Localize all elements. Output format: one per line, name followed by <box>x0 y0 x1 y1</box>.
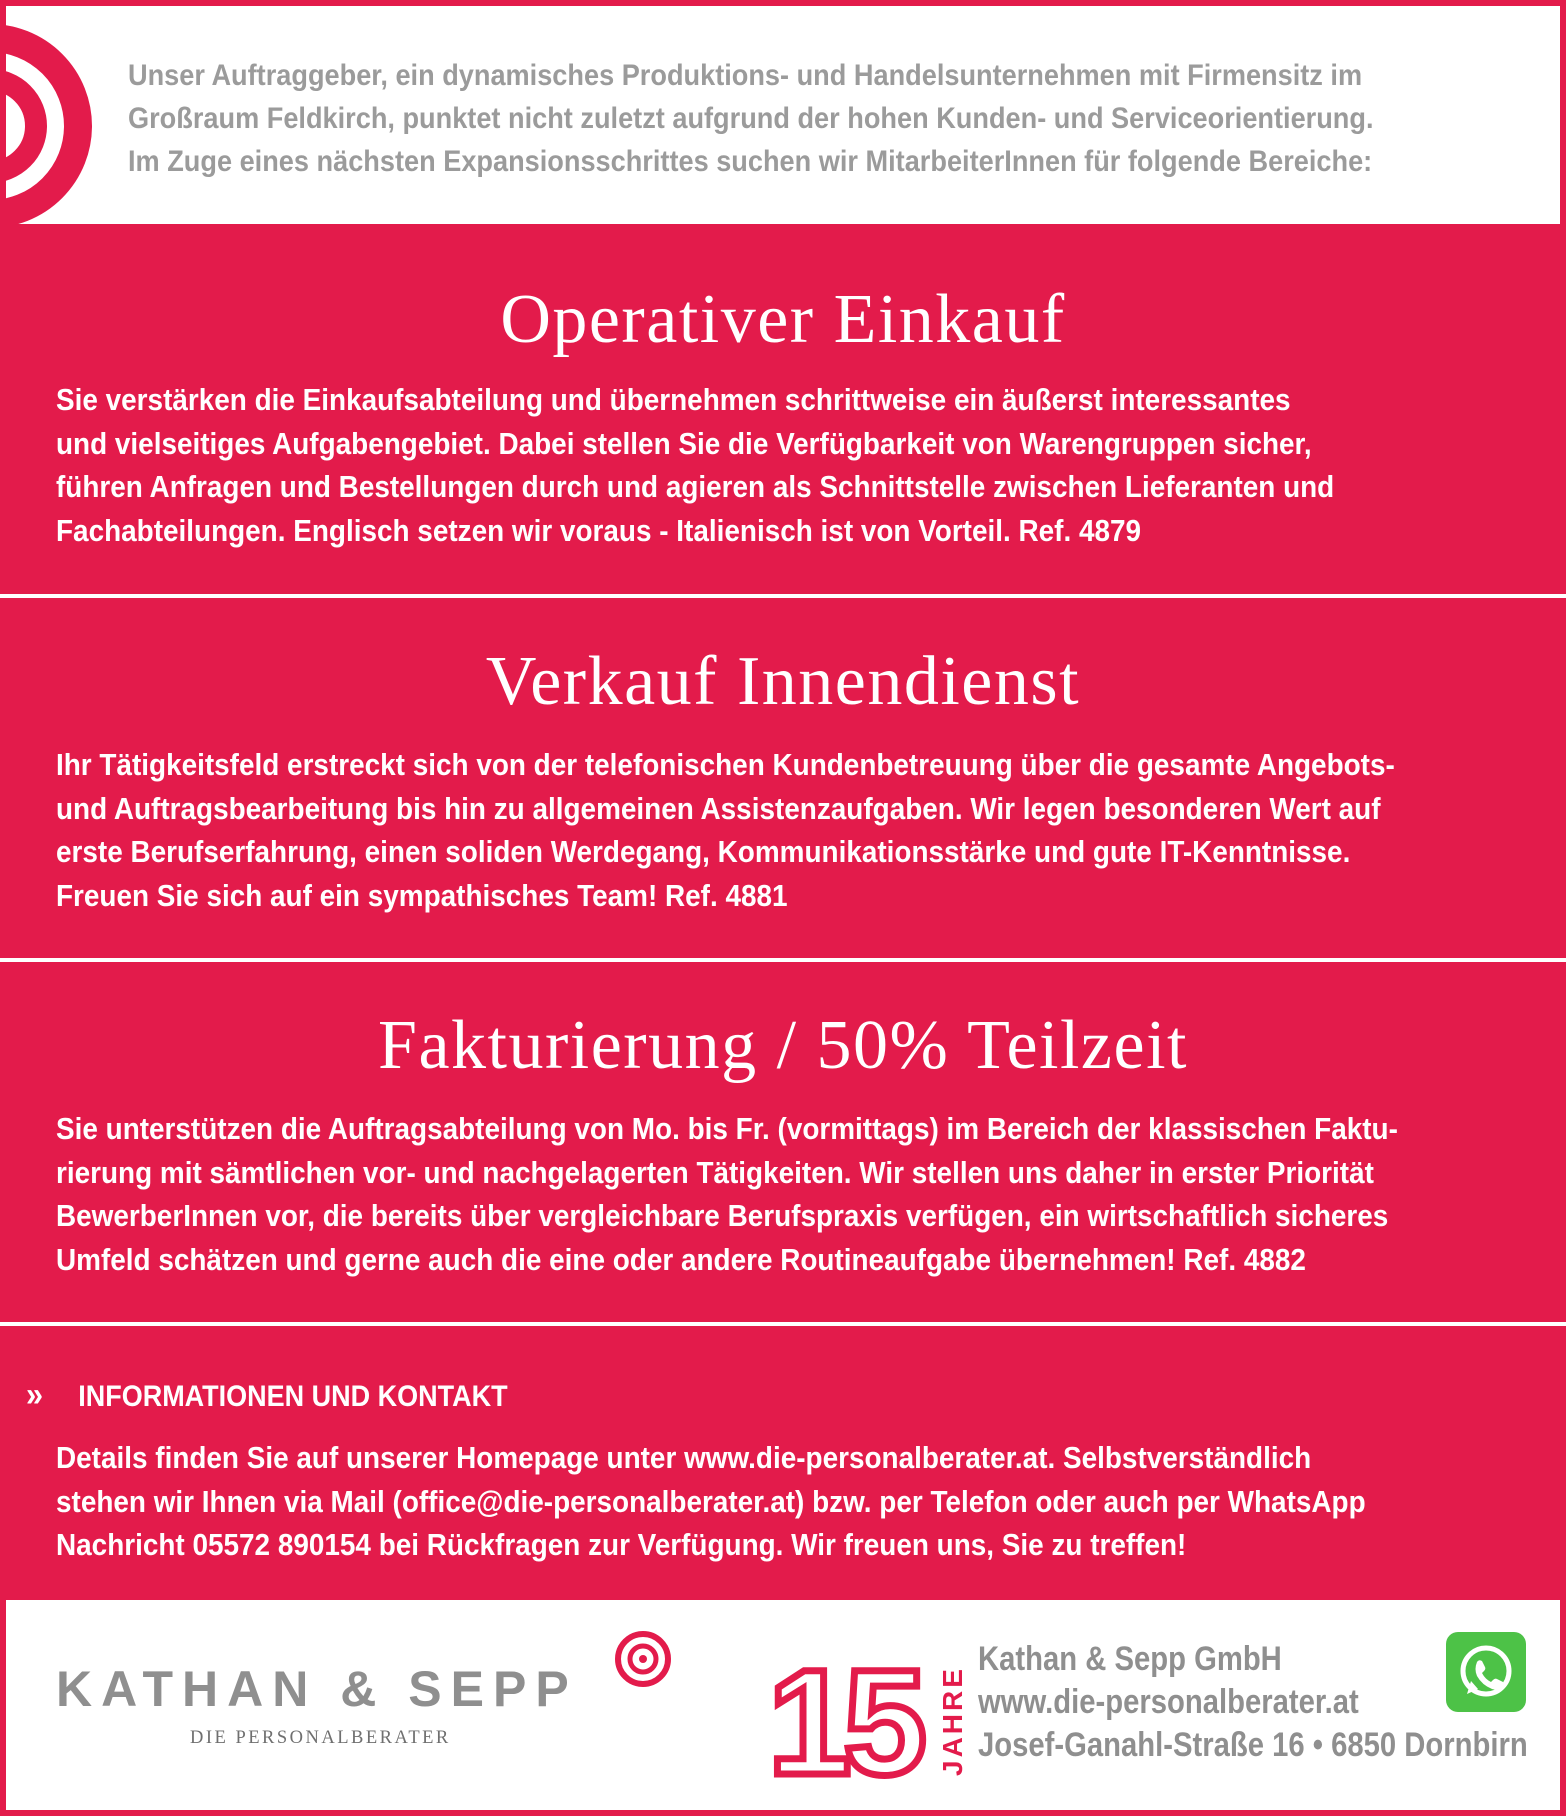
job-description-line: Umfeld schätzen und gerne auch die eine oder andere Routineaufgabe übernehmen! Ref. 4882 <box>56 1242 1306 1277</box>
info-line: stehen wir Ihnen via Mail (office@die-personalberater.at) bzw. per Telefon oder auch per WhatsApp <box>56 1484 1366 1519</box>
target-logo-icon <box>614 1630 672 1688</box>
job-description-line: rierung mit sämtlichen vor- und nachgelagerten Tätigkeiten. Wir stellen uns daher in erster Priorität <box>56 1155 1374 1190</box>
job-description-line: Ihr Tätigkeitsfeld erstreckt sich von der telefonischen Kundenbetreuung über die gesamte Angebots- <box>56 748 1395 782</box>
job-description-line: und Auftragsbearbeitung bis hin zu allgemeinen Assistenzaufgaben. Wir legen besonderen Wert auf <box>56 791 1381 826</box>
job-description-line: führen Anfragen und Bestellungen durch und agieren als Schnittstelle zwischen Lieferanten und <box>56 470 1335 504</box>
job-section-fakturierung <box>0 962 1566 1324</box>
job-description <box>56 744 1520 918</box>
job-section-operativer-einkauf <box>0 224 1566 594</box>
job-description-line: erste Berufserfahrung, einen soliden Werdegang, Kommunikationsstärke und gute IT-Kenntnisse. <box>56 835 1351 869</box>
anniversary-number: 15 <box>768 1638 919 1786</box>
chevron-right-icon: » <box>26 1376 42 1414</box>
job-description-line: und vielseitiges Aufgabengebiet. Dabei stellen Sie die Verfügbarkeit von Warengruppen sicher, <box>56 426 1312 461</box>
job-section-verkauf-innendienst <box>0 598 1566 960</box>
section-divider <box>0 1322 1566 1326</box>
company-address: Josef-Ganahl-Straße 16 • 6850 Dornbirn <box>978 1726 1528 1764</box>
anniversary-badge <box>768 1636 968 1786</box>
job-description-line: Freuen Sie sich auf ein sympathisches Team! Ref. 4881 <box>56 878 788 913</box>
job-title: Verkauf Innendienst <box>485 643 1081 720</box>
whatsapp-icon[interactable] <box>1446 1632 1526 1712</box>
info-heading <box>26 1375 508 1417</box>
intro-panel <box>6 6 1560 224</box>
job-description-line: BewerberInnen vor, die bereits über vergleichbare Berufspraxis verfügen, ein wirtschaftlich sicheres <box>56 1199 1389 1233</box>
footer <box>6 1600 1560 1810</box>
company-website[interactable]: www.die-personalberater.at <box>978 1683 1359 1721</box>
job-title: Operativer Einkauf <box>500 281 1066 358</box>
info-heading-label: INFORMATIONEN UND KONTAKT <box>78 1380 508 1413</box>
info-line: Nachricht 05572 890154 bei Rückfragen zur Verfügung. Wir freuen uns, Sie zu treffen! <box>56 1528 1187 1562</box>
anniversary-word: JAHRE <box>937 1666 968 1776</box>
intro-text <box>128 54 1434 183</box>
job-description-line: Sie unterstützen die Auftragsabteilung von Mo. bis Fr. (vormittags) im Bereich der klassischen Faktu- <box>56 1112 1398 1146</box>
job-description <box>56 1108 1520 1282</box>
company-name: Kathan & Sepp GmbH <box>978 1640 1282 1678</box>
info-line: Details finden Sie auf unserer Homepage unter www.die-personalberater.at. Selbstverständlich <box>56 1441 1312 1475</box>
target-logo-icon <box>6 22 94 224</box>
job-description <box>56 379 1520 553</box>
intro-line: Unser Auftraggeber, ein dynamisches Produktions- und Handelsunternehmen mit Firmensitz im <box>128 59 1363 92</box>
job-description-line: Sie verstärken die Einkaufsabteilung und übernehmen schrittweise ein äußerst interessantes <box>56 383 1291 417</box>
job-description-line: Fachabteilungen. Englisch setzen wir voraus - Italienisch ist von Vorteil. Ref. 4879 <box>56 513 1142 548</box>
company-logo-wordmark: KATHAN & SEPP <box>56 1661 578 1717</box>
intro-line: Im Zuge eines nächsten Expansionsschrittes suchen wir MitarbeiterInnen für folgende Bereiche: <box>128 145 1373 178</box>
info-text <box>56 1437 1520 1568</box>
job-title: Fakturierung / 50% Teilzeit <box>378 1007 1188 1084</box>
company-logo-tagline: DIE PERSONALBERATER <box>190 1728 451 1748</box>
intro-line: Großraum Feldkirch, punktet nicht zuletzt aufgrund der hohen Kunden- und Serviceorientierung. <box>128 102 1374 135</box>
